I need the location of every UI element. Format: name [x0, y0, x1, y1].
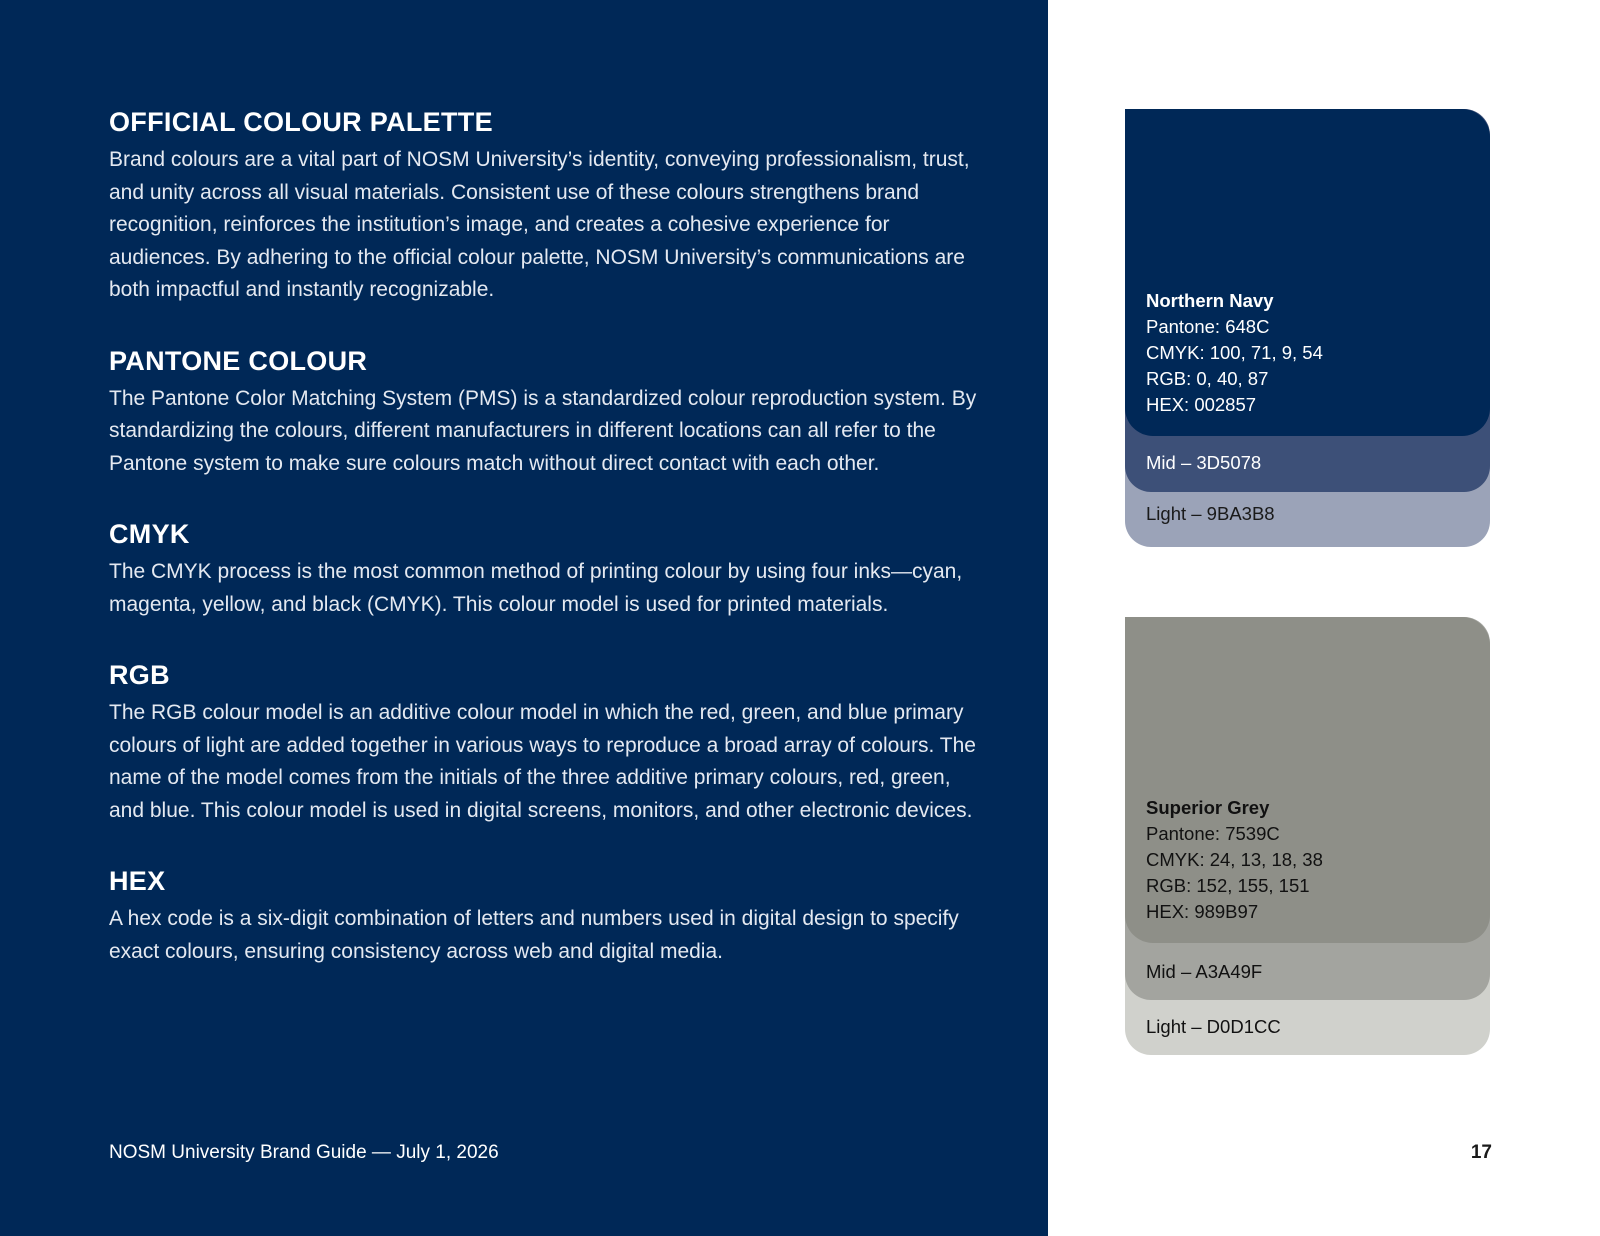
heading-rgb: RGB [109, 660, 170, 690]
swatch-pantone: Pantone: 648C [1146, 316, 1270, 337]
swatch-specs [1146, 288, 1323, 418]
swatch-name: Northern Navy [1146, 290, 1274, 311]
swatch-main-block [1125, 109, 1490, 436]
body-hex: A hex code is a six-digit combination of letters and numbers used in digital design to specify exact colours, ensuring consistency across web and digital media. [109, 907, 959, 963]
swatch-cmyk: CMYK: 100, 71, 9, 54 [1146, 342, 1323, 363]
swatch-hex: HEX: 989B97 [1146, 901, 1259, 922]
content-column [109, 104, 989, 968]
page-number: 17 [1470, 1142, 1492, 1163]
swatch-name: Superior Grey [1146, 797, 1270, 818]
swatch-mid-label: Mid – 3D5078 [1146, 452, 1262, 473]
swatch-mid-label: Mid – A3A49F [1146, 961, 1263, 982]
heading-pantone-colour: PANTONE COLOUR [109, 345, 368, 376]
swatch-rgb: RGB: 152, 155, 151 [1146, 875, 1310, 896]
swatch-light-label: Light – D0D1CC [1146, 1016, 1281, 1037]
body-cmyk: The CMYK process is the most common method of printing colour by using four inks—cyan, magenta, yellow, and black (CMYK). This colour model is used for printed materials. [109, 560, 963, 616]
swatch-northern-navy [1125, 109, 1490, 547]
body-pantone-colour: The Pantone Color Matching System (PMS) is a standardized colour reproduction system. By standardizing the colours, different manufacturers in different locations can all refer to the Pantone system to make sure colours match without direct contact with each other. [109, 386, 977, 475]
swatch-superior-grey [1125, 617, 1490, 1055]
heading-official-colour-palette: OFFICIAL COLOUR PALETTE [109, 107, 493, 137]
swatch-cmyk: CMYK: 24, 13, 18, 38 [1146, 849, 1323, 870]
heading-hex: HEX [109, 866, 166, 896]
swatch-main-block [1125, 617, 1490, 943]
swatch-pantone: Pantone: 7539C [1146, 823, 1280, 844]
swatch-specs [1146, 795, 1323, 925]
swatch-light-label: Light – 9BA3B8 [1146, 503, 1275, 524]
footer-text: NOSM University Brand Guide — July 1, 2026 [109, 1142, 499, 1163]
swatch-hex: HEX: 002857 [1146, 394, 1257, 415]
swatch-rgb: RGB: 0, 40, 87 [1146, 368, 1269, 389]
heading-cmyk: CMYK [109, 519, 190, 549]
body-official-colour-palette: Brand colours are a vital part of NOSM University’s identity, conveying professionalism, trust, and unity across all visual materials. Consistent use of these colours strengthens brand recognition, reinforces the institution’s image, and creates a cohesive experience for audiences. By adhering to the official colour palette, NOSM University’s communications are both impactful and instantly recognizable. [109, 148, 970, 301]
body-rgb: The RGB colour model is an additive colour model in which the red, green, and blue primary colours of light are added together in various ways to reproduce a broad array of colours. The name of the model comes from the initials of the three additive primary colours, red, green, and blue. This colour model is used in digital screens, monitors, and other electronic devices. [109, 701, 976, 822]
